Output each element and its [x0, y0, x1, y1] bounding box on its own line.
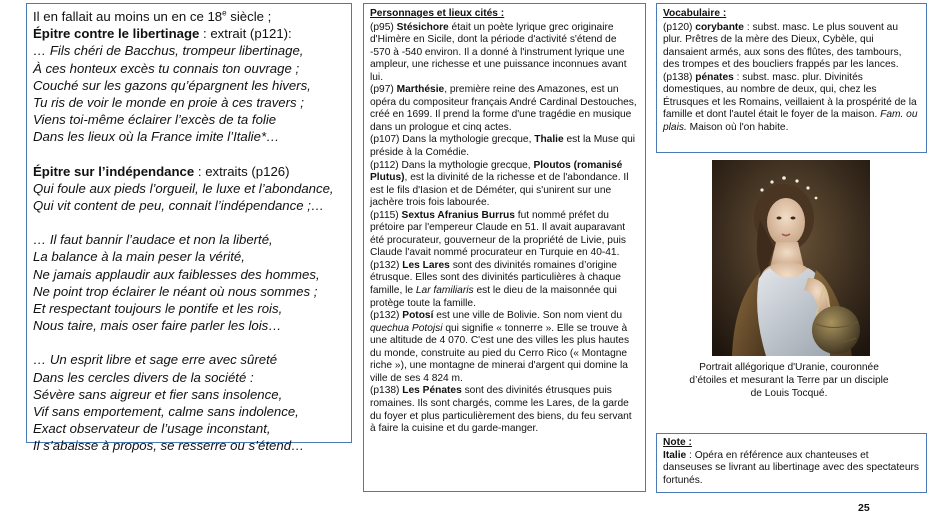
- entry-lares: (p132) Les Lares sont des divinités romaines d’origine étrusque. Elles sont des divinités particulières à chaque famille, le Lar familiaris est le dieu de la maisonnée qui protège toute la famille.: [370, 259, 621, 309]
- entry-potosi: (p132) Potosí est une ville de Bolivie. Son nom vient du quechua Potojsi qui signifie « tonnerre ». Elle se trouve à une altitude de 4 070. C'est une des villes les plus hautes du monde, construite au pied du Cerro Rico (« Montagne riche »), une montagne de minerai d'argent qui domine la ville de ses 4 824 m.: [370, 310, 630, 384]
- characters-heading: Personnages et lieux cités :: [370, 8, 505, 19]
- poem1-heading: Épitre contre le libertinage : extrait (p121):: [33, 26, 292, 42]
- entry-thalie: (p107) Dans la mythologie grecque, Thalie est la Muse qui préside à la Comédie.: [370, 134, 636, 159]
- poem-line: Vif sans emportement, calme sans indolence,: [33, 404, 299, 420]
- poem-line: Dans les lieux où la France imite l’Italie*…: [33, 129, 280, 145]
- poem-line: Viens toi-même éclairer l’excès de ta folie: [33, 112, 277, 128]
- uranie-portrait-image: [712, 160, 870, 356]
- poem2-lines-b: [33, 231, 345, 334]
- characters-column: [363, 3, 646, 492]
- poem-line: Dans les cercles divers de la société :: [33, 369, 254, 385]
- entry-marthesie: (p97) Marthésie, première reine des Amazones, est un opéra du compositeur français André Cardinal Destouches, créé en 1699. Il prend la forme d'une tragédie en musique dans un prologue et cinq actes.: [370, 84, 637, 133]
- entry-stesichore: (p95) Stésichore était un poète lyrique grec originaire d'Himère en Sicile, dont la période d'activité s'étend de -570 à -540 environ. Il a donné à l'instrument lyrique une ampleur, une richesse et une puissance inconnues avant lui.: [370, 21, 627, 83]
- page-number: 25: [858, 502, 870, 514]
- poem-line: … Fils chéri de Bacchus, trompeur libertinage,: [33, 43, 304, 59]
- vocabulary-box: [656, 3, 927, 153]
- poem-line: Ne point trop éclairer le néant où nous sommes ;: [33, 283, 318, 299]
- poem-line: Qui foule aux pieds l’orgueil, le luxe et l’abondance,: [33, 180, 334, 196]
- poem-line: Il s’abaisse à propos, se resserre ou s’étend…: [33, 438, 305, 454]
- poetry-column: [26, 3, 352, 454]
- poem-line: Nous taire, mais oser faire parler les lois…: [33, 318, 282, 334]
- entry-burrus: (p115) Sextus Afranius Burrus fut nommé préfet du prétoire par l'empereur Claude en 51. Il avait auparavant été procurateur, gouverneur de la propriété de Livie, puis Claude l'avait nommé procurateur en Turquie en 40-41.: [370, 209, 626, 259]
- note-heading: Note :: [663, 437, 692, 448]
- vocab-penates: (p138) pénates : subst. masc. plur. Divinités domestiques, au nombre de deux, qui, chez les Étrusques et les Romains, veillaient à la prospérité de la famille et dont l'autel était le foyer de la maison. Fam. ou plais. Maison où l'on habite.: [663, 71, 918, 133]
- poem-line: Ne jamais applaudir aux faiblesses des hommes,: [33, 266, 320, 282]
- poem-line: Sévère sans aigreur et fier sans insolence,: [33, 386, 283, 402]
- poem2-lines-a: [33, 180, 345, 214]
- poem2-title: Épitre sur l’indépendance: [33, 163, 195, 179]
- portrait-caption: Portrait allégorique d'Uranie, couronnée d’étoiles et mesurant la Terre par un disciple de Louis Tocqué.: [689, 362, 889, 400]
- intro-line: Il en fallait au moins un en ce 18e siècle ;: [33, 8, 272, 24]
- entry-ploutos: (p112) Dans la mythologie grecque, Ploutos (romanisé Plutus), est la divinité de la richesse et de l'abondance. Il est le fils d'Iasion et de Déméter, qui s'unirent sur une jachère trois fois labourée.: [370, 159, 629, 209]
- poem1-title: Épitre contre le libertinage: [33, 26, 200, 42]
- poem-line: Exact observateur de l’usage inconstant,: [33, 421, 271, 437]
- note-text: Italie : Opéra en référence aux chanteuses et danseuses se livrant au libertinage avec des spectateurs fortunés.: [663, 449, 919, 486]
- note-box: [656, 433, 927, 493]
- poem1-lines: [33, 42, 345, 145]
- poem-line: Couché sur les gazons qu’épargnent les hivers,: [33, 77, 311, 93]
- poem-line: Tu ris de voir le monde en proie à ces travers ;: [33, 95, 304, 111]
- vocab-corybante: (p120) corybante : subst. masc. Le plus souvent au plur. Prêtres de la mère des Dieux, Cybèle, qui dansaient armés, aux sons des flûtes, des tambours, des trompes et des boucliers frappés par les lances.: [663, 21, 902, 71]
- poem-line: La balance à la main peser la vérité,: [33, 249, 245, 265]
- poem2-lines-c: [33, 351, 345, 454]
- poem2-heading: Épitre sur l’indépendance : extraits (p126): [33, 163, 290, 179]
- poem-line: … Un esprit libre et sage erre avec sûreté: [33, 352, 278, 368]
- poem-line: À ces honteux excès tu connais ton ouvrage ;: [33, 60, 300, 76]
- vocabulary-heading: Vocabulaire :: [663, 8, 727, 19]
- poem-line: Et respectant toujours le pontife et les rois,: [33, 301, 283, 317]
- entry-penates: (p138) Les Pénates sont des divinités étrusques puis romaines. Ils sont chargés, comme les Lares, de la garde du foyer et plus particulièrement des biens, du feu servant à faire la cuisine et du garde-manger.: [370, 385, 632, 435]
- poem-line: … Il faut bannir l’audace et non la liberté,: [33, 232, 273, 248]
- poem-line: Qui vit content de peu, connait l’indépendance ;…: [33, 198, 325, 214]
